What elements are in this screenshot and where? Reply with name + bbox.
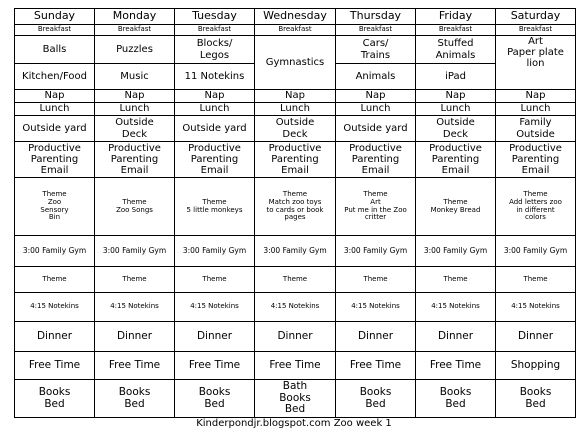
day-header-friday: Friday <box>416 9 496 25</box>
schedule-cell: Theme <box>416 267 496 293</box>
schedule-cell: Nap <box>95 90 175 103</box>
schedule-cell: 3:00 Family Gym <box>15 236 95 267</box>
schedule-cell: Balls <box>15 36 95 64</box>
schedule-cell: Nap <box>15 90 95 103</box>
schedule-cell: Dinner <box>416 322 496 352</box>
schedule-cell: Lunch <box>255 103 336 116</box>
schedule-cell: Nap <box>175 90 255 103</box>
schedule-cell: Books Bed <box>496 380 576 418</box>
schedule-cell: Outside Deck <box>255 116 336 142</box>
schedule-cell: Theme Monkey Bread <box>416 178 496 236</box>
schedule-cell: Free Time <box>255 352 336 380</box>
schedule-cell: 4:15 Notekins <box>95 293 175 322</box>
schedule-cell: 4:15 Notekins <box>496 293 576 322</box>
schedule-cell: Outside yard <box>15 116 95 142</box>
day-header-wednesday: Wednesday <box>255 9 336 25</box>
day-header-monday: Monday <box>95 9 175 25</box>
schedule-cell: Theme <box>336 267 416 293</box>
schedule-cell: Dinner <box>255 322 336 352</box>
schedule-row-productive-parenting <box>15 142 576 178</box>
schedule-cell: Theme <box>175 267 255 293</box>
schedule-cell: Breakfast <box>416 25 496 36</box>
schedule-cell: 3:00 Family Gym <box>496 236 576 267</box>
schedule-cell: Breakfast <box>95 25 175 36</box>
schedule-cell: Productive Parenting Email <box>15 142 95 178</box>
schedule-cell: Lunch <box>496 103 576 116</box>
schedule-cell: Outside yard <box>175 116 255 142</box>
schedule-cell: 3:00 Family Gym <box>95 236 175 267</box>
schedule-cell: Breakfast <box>336 25 416 36</box>
schedule-row-theme-activity <box>15 178 576 236</box>
weekly-schedule-table <box>14 8 576 418</box>
schedule-row-family-gym <box>15 236 576 267</box>
schedule-cell: Productive Parenting Email <box>496 142 576 178</box>
schedule-cell: Books Bed <box>416 380 496 418</box>
schedule-cell: Gymnastics <box>255 36 336 90</box>
schedule-cell: Theme <box>95 267 175 293</box>
schedule-cell: Animals <box>336 64 416 90</box>
day-header-thursday: Thursday <box>336 9 416 25</box>
schedule-cell: Outside Deck <box>95 116 175 142</box>
schedule-cell: Puzzles <box>95 36 175 64</box>
schedule-cell: Free Time <box>15 352 95 380</box>
schedule-cell: Nap <box>416 90 496 103</box>
schedule-cell: Music <box>95 64 175 90</box>
schedule-cell: Lunch <box>336 103 416 116</box>
schedule-cell: Theme Add letters zoo in different colors <box>496 178 576 236</box>
schedule-cell: Lunch <box>416 103 496 116</box>
schedule-cell: Books Bed <box>175 380 255 418</box>
schedule-cell: Nap <box>336 90 416 103</box>
day-header-saturday: Saturday <box>496 9 576 25</box>
day-header-row <box>15 9 576 25</box>
schedule-cell: Shopping <box>496 352 576 380</box>
schedule-cell: Theme Zoo Sensory Bin <box>15 178 95 236</box>
schedule-cell: Books Bed <box>95 380 175 418</box>
schedule-cell: Productive Parenting Email <box>95 142 175 178</box>
schedule-cell: Dinner <box>95 322 175 352</box>
schedule-cell: Free Time <box>175 352 255 380</box>
schedule-cell: Lunch <box>15 103 95 116</box>
schedule-cell: Breakfast <box>255 25 336 36</box>
schedule-cell: 11 Notekins <box>175 64 255 90</box>
schedule-cell: Outside Deck <box>416 116 496 142</box>
schedule-cell: Free Time <box>336 352 416 380</box>
schedule-row-activity-1 <box>15 36 576 64</box>
schedule-cell: 4:15 Notekins <box>255 293 336 322</box>
schedule-cell: Theme 5 little monkeys <box>175 178 255 236</box>
schedule-cell: 3:00 Family Gym <box>175 236 255 267</box>
schedule-cell: Stuffed Animals <box>416 36 496 64</box>
schedule-row-theme <box>15 267 576 293</box>
schedule-cell: Art Paper plate lion <box>496 36 576 90</box>
day-header-sunday: Sunday <box>15 9 95 25</box>
schedule-cell: Family Outside <box>496 116 576 142</box>
schedule-row-breakfast <box>15 25 576 36</box>
schedule-row-outside <box>15 116 576 142</box>
schedule-cell: Theme <box>255 267 336 293</box>
schedule-cell: Breakfast <box>175 25 255 36</box>
schedule-cell: Theme <box>15 267 95 293</box>
schedule-cell: Lunch <box>175 103 255 116</box>
schedule-cell: Lunch <box>95 103 175 116</box>
schedule-cell: iPad <box>416 64 496 90</box>
schedule-row-lunch <box>15 103 576 116</box>
schedule-cell: Free Time <box>416 352 496 380</box>
schedule-cell: Nap <box>496 90 576 103</box>
schedule-cell: Theme Zoo Songs <box>95 178 175 236</box>
schedule-cell: 4:15 Notekins <box>336 293 416 322</box>
schedule-cell: Books Bed <box>15 380 95 418</box>
schedule-row-notekins <box>15 293 576 322</box>
schedule-cell: 3:00 Family Gym <box>336 236 416 267</box>
day-header-tuesday: Tuesday <box>175 9 255 25</box>
schedule-cell: Dinner <box>15 322 95 352</box>
schedule-cell: Bath Books Bed <box>255 380 336 418</box>
schedule-cell: Outside yard <box>336 116 416 142</box>
schedule-cell: Blocks/ Legos <box>175 36 255 64</box>
schedule-cell: Dinner <box>175 322 255 352</box>
schedule-cell: Productive Parenting Email <box>336 142 416 178</box>
schedule-cell: 4:15 Notekins <box>175 293 255 322</box>
schedule-cell: Theme Art Put me in the Zoo critter <box>336 178 416 236</box>
schedule-cell: Kitchen/Food <box>15 64 95 90</box>
schedule-cell: Theme <box>496 267 576 293</box>
footer-caption: Kinderpondjr.blogspot.com Zoo week 1 <box>196 418 392 429</box>
schedule-cell: Productive Parenting Email <box>416 142 496 178</box>
schedule-cell: Cars/ Trains <box>336 36 416 64</box>
schedule-row-free-time <box>15 352 576 380</box>
schedule-cell: Nap <box>255 90 336 103</box>
schedule-cell: Breakfast <box>496 25 576 36</box>
schedule-cell: Theme Match zoo toys to cards or book pages <box>255 178 336 236</box>
schedule-cell: Dinner <box>496 322 576 352</box>
schedule-cell: 4:15 Notekins <box>15 293 95 322</box>
schedule-cell: Productive Parenting Email <box>255 142 336 178</box>
schedule-cell: Productive Parenting Email <box>175 142 255 178</box>
schedule-cell: 4:15 Notekins <box>416 293 496 322</box>
schedule-cell: 3:00 Family Gym <box>255 236 336 267</box>
schedule-row-bedtime <box>15 380 576 418</box>
schedule-cell: 3:00 Family Gym <box>416 236 496 267</box>
schedule-cell: Dinner <box>336 322 416 352</box>
schedule-row-dinner <box>15 322 576 352</box>
schedule-cell: Free Time <box>95 352 175 380</box>
schedule-row-nap <box>15 90 576 103</box>
schedule-cell: Breakfast <box>15 25 95 36</box>
schedule-cell: Books Bed <box>336 380 416 418</box>
